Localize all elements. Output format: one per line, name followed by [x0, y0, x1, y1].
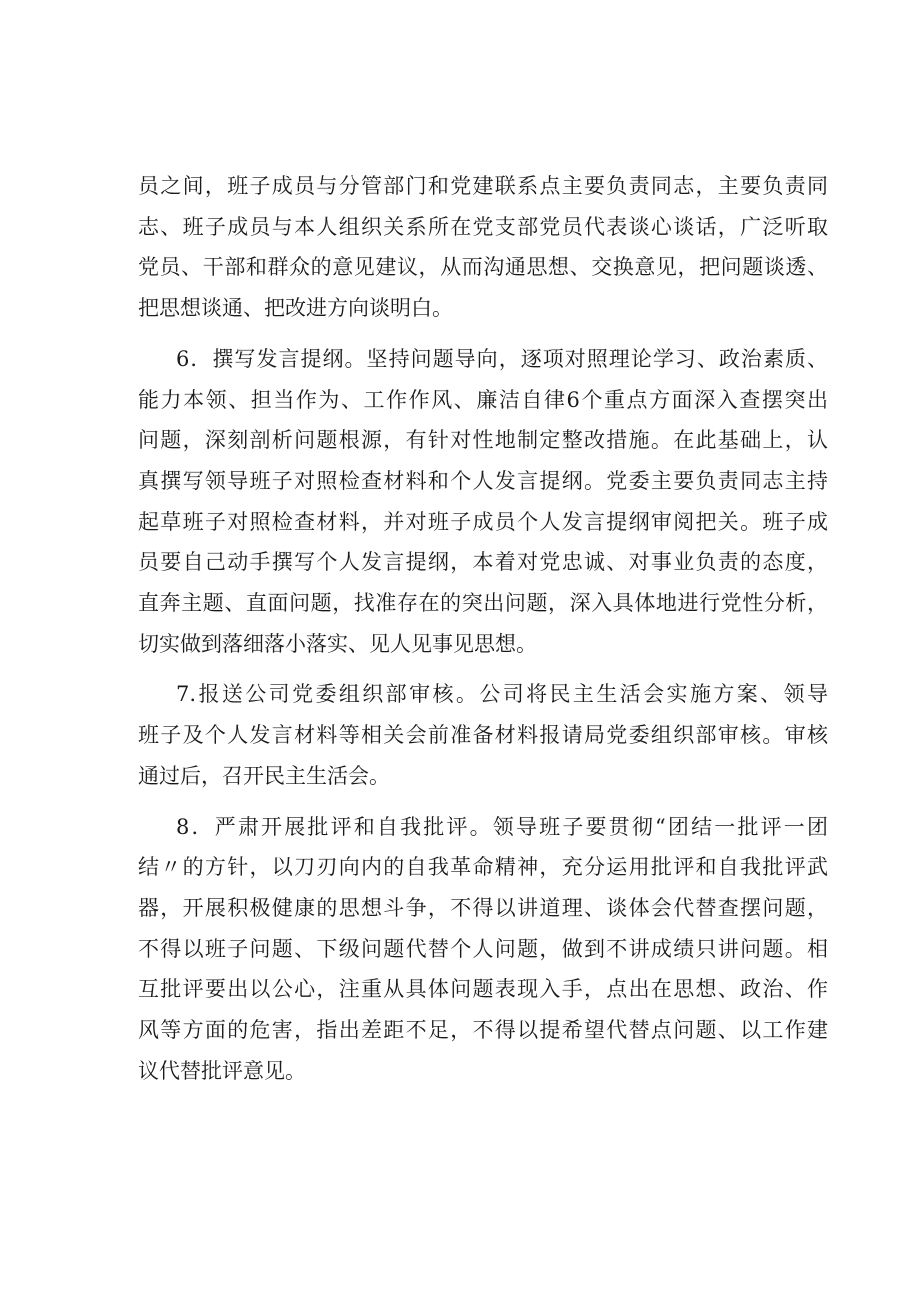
paragraph-item-6: [138, 339, 828, 665]
text-line: 真撰写领导班子对照检查材料和个人发言提纲。党委主要负责同志主持: [138, 468, 828, 493]
text-line: 切实做到落细落小落实、见人见事见思想。: [138, 631, 537, 656]
text-line: 7.报送公司党委组织部审核。公司将民主生活会实施方案、领导: [176, 682, 828, 707]
text-line: 结〃的方针，以刀刃向内的自我革命精神，充分运用批评和自我批评武: [138, 855, 828, 880]
text-line: 通过后，召开民主生活会。: [138, 763, 390, 788]
text-line: 班子及个人发言材料等相关会前准备材料报请局党委组织部审核。审核: [138, 723, 828, 748]
paragraph-item-8: [138, 807, 828, 1092]
text-line: 党员、干部和群众的意见建议，从而沟通思想、交换意见，把问题谈透、: [138, 255, 828, 280]
text-line: 8．严肃开展批评和自我批评。领导班子要贯彻“团结一批评一团: [176, 814, 828, 839]
text-line: 议代替批评意见。: [138, 1058, 306, 1083]
text-line: 互批评要出以公心，注重从具体问题表现入手，点出在思想、政治、作: [138, 977, 828, 1002]
text-line: 风等方面的危害，指出差距不足，不得以提希望代替点问题、以工作建: [138, 1018, 828, 1043]
text-line: 器，开展积极健康的思想斗争，不得以讲道理、谈体会代替查摆问题，: [138, 895, 828, 920]
text-line: 6．撰写发言提纲。坚持问题导向，逐项对照理论学习、政治素质、: [176, 346, 828, 371]
text-line: 志、班子成员与本人组织关系所在党支部党员代表谈心谈话，广泛听取: [138, 214, 828, 239]
text-line: 能力本领、担当作为、工作作风、廉洁自律6个重点方面深入查摆突出: [138, 387, 828, 412]
text-line: 不得以班子问题、下级问题代替个人问题，做到不讲成绩只讲问题。相: [138, 936, 828, 961]
text-line: 问题，深刻剖析问题根源，有针对性地制定整改措施。在此基础上，认: [138, 428, 828, 453]
paragraph-continuation: [138, 166, 828, 329]
text-line: 员要自己动手撰写个人发言提纲，本着对党忠诚、对事业负责的态度，: [138, 550, 828, 575]
text-line: 起草班子对照检查材料，并对班子成员个人发言提纲审阅把关。班子成: [138, 509, 828, 534]
text-line: 把思想谈通、把改进方向谈明白。: [138, 296, 453, 321]
text-line: 直奔主题、直面问题，找准存在的突出问题，深入具体地进行党性分析，: [138, 591, 828, 616]
document-body: [138, 166, 828, 1101]
text-line: 员之间，班子成员与分管部门和党建联系点主要负责同志，主要负责同: [138, 174, 828, 198]
paragraph-item-7: [138, 674, 828, 796]
